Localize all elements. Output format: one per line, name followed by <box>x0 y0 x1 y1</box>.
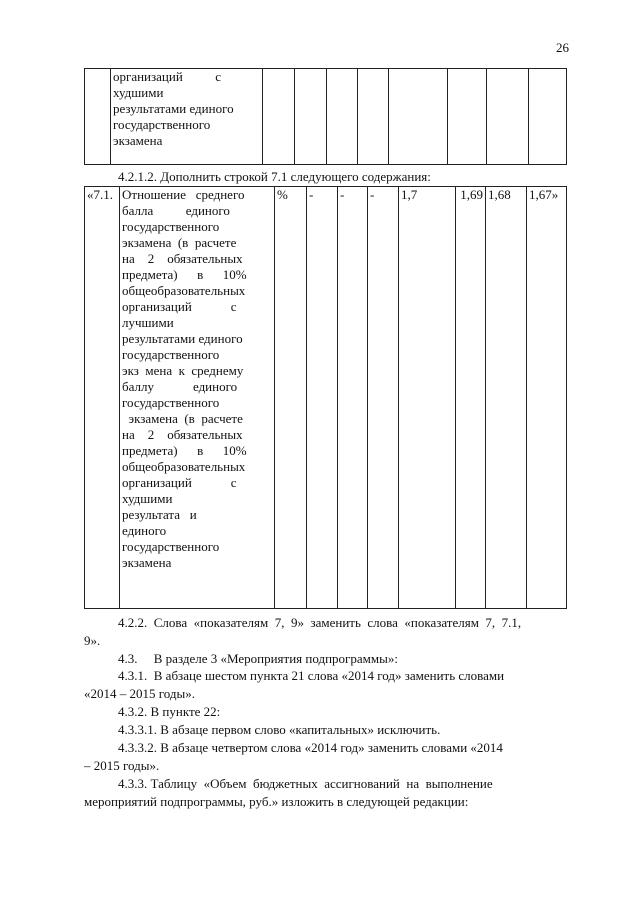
value-cell-2012: - <box>338 187 368 609</box>
row-number: «7.1. <box>85 187 120 609</box>
indicator-line: результатами единого <box>122 331 243 346</box>
value-cell-2015: 1,69 <box>456 187 486 609</box>
indicator-line: предмета) в 10% <box>122 443 247 458</box>
indicator-line: общеобразовательных <box>122 459 246 474</box>
value-cell-2013: - <box>368 187 399 609</box>
indicator-line: экзамена <box>122 555 172 570</box>
t1-num-cell <box>85 69 111 165</box>
t1-line: результатами единого <box>113 101 234 116</box>
t1-line: худшими <box>113 85 164 100</box>
para-4-3-3-2: 4.3.3.2. В абзаце четвертом слова «2014 год» заменить словами «2014 <box>118 740 503 755</box>
indicators-table-continued <box>84 68 567 165</box>
indicator-line: лучшими <box>122 315 174 330</box>
t1-cell <box>529 69 567 165</box>
para-4-2-2: 4.2.2. Слова «показателям 7, 9» заменить слова «показателям 7, 7.1, <box>118 615 522 630</box>
indicator-line: балла единого <box>122 203 230 218</box>
indicators-table-row-7-1 <box>84 186 567 609</box>
indicator-name-cell <box>120 187 275 609</box>
indicator-line: организаций с <box>122 299 237 314</box>
para-4-3-3: 4.3.3. Таблицу «Объем бюджетных ассигнований на выполнение <box>118 776 493 791</box>
indicator-line: результата и <box>122 507 197 522</box>
indicator-line: общеобразовательных <box>122 283 246 298</box>
indicator-line: на 2 обязательных <box>122 427 243 442</box>
heading-4-2-1-2: 4.2.1.2. Дополнить строкой 7.1 следующего содержания: <box>118 169 431 184</box>
indicator-line: государственного <box>122 219 220 234</box>
page-number: 26 <box>556 40 569 55</box>
para-4-3-3-2-cont: – 2015 годы». <box>84 758 160 773</box>
unit-cell: % <box>275 187 307 609</box>
indicator-line: экзамена (в расчете <box>122 235 237 250</box>
para-4-3-1: 4.3.1. В абзаце шестом пункта 21 слова «2014 год» заменить словами <box>118 668 505 683</box>
indicator-line: экзамена (в расчете <box>122 411 243 426</box>
value-cell-2017: 1,67» <box>527 187 567 609</box>
t1-cell <box>358 69 389 165</box>
indicator-line: единого <box>122 523 167 538</box>
para-4-2-2-cont: 9». <box>84 633 101 648</box>
indicator-line: экз мена к среднему <box>122 363 244 378</box>
value-cell-2014: 1,7 <box>399 187 456 609</box>
para-4-3: 4.3. В разделе 3 «Мероприятия подпрограммы»: <box>118 651 398 666</box>
para-4-3-2: 4.3.2. В пункте 22: <box>118 704 221 719</box>
para-4-3-3-cont: мероприятий подпрограммы, руб.» изложить в следующей редакции: <box>84 794 469 809</box>
t1-cell <box>487 69 529 165</box>
indicator-line: худшими <box>122 491 173 506</box>
indicator-line: организаций с <box>122 475 237 490</box>
t1-unit-cell <box>263 69 295 165</box>
value-cell-2011: - <box>307 187 338 609</box>
t1-cell <box>448 69 487 165</box>
t1-indicator-cell <box>111 69 263 165</box>
t1-cell <box>295 69 327 165</box>
t1-line: экзамена <box>113 133 163 148</box>
t1-line: государственного <box>113 117 211 132</box>
t1-cell <box>327 69 358 165</box>
t1-cell <box>389 69 448 165</box>
para-4-3-3-1: 4.3.3.1. В абзаце первом слово «капитальных» исключить. <box>118 722 441 737</box>
indicator-line: государственного <box>122 347 220 362</box>
value-cell-2016: 1,68 <box>486 187 527 609</box>
indicator-line: Отношение среднего <box>122 187 245 202</box>
para-4-3-1-cont: «2014 – 2015 годы». <box>84 686 195 701</box>
indicator-line: предмета) в 10% <box>122 267 247 282</box>
indicator-line: баллу единого <box>122 379 238 394</box>
indicator-line: государственного <box>122 539 220 554</box>
t1-line: организаций с <box>113 69 222 84</box>
indicator-line: государственного <box>122 395 220 410</box>
indicator-line: на 2 обязательных <box>122 251 243 266</box>
